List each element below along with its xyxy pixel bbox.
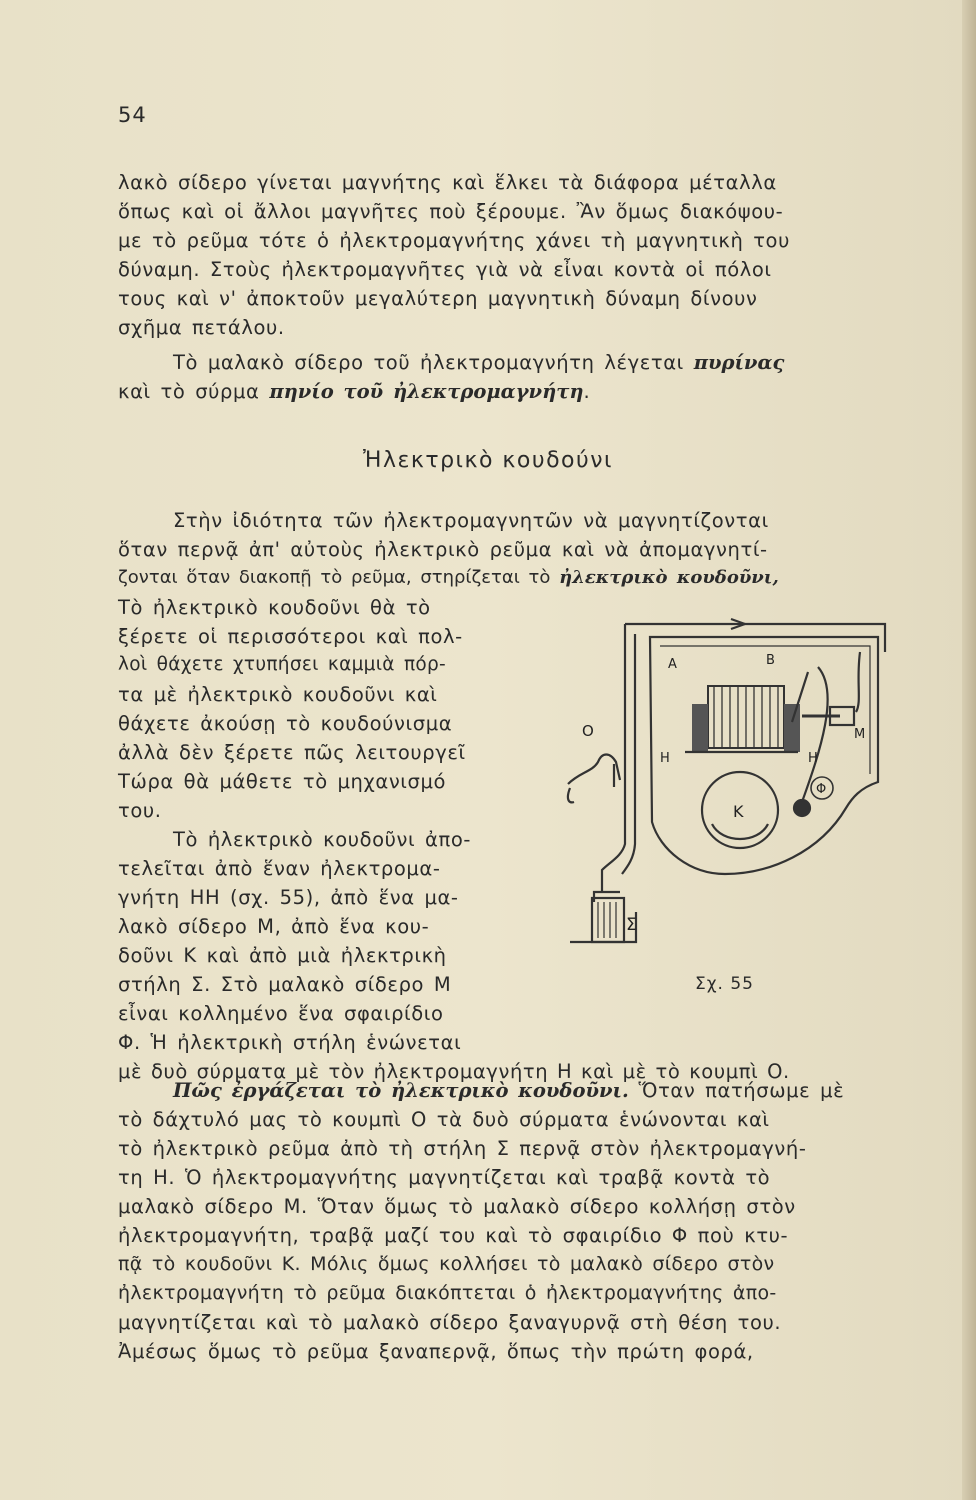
text: Τὸ μαλακὸ σίδερο τοῦ ἠλεκτρομαγνήτη λέγεται xyxy=(173,351,684,374)
label-H-left: Η xyxy=(660,751,670,766)
text-line: Τώρα θὰ μάθετε τὸ μηχανισμό xyxy=(118,770,447,793)
coil-windings xyxy=(714,686,778,748)
emphasis-term: πυρίνας xyxy=(693,351,785,374)
text-line: μὲ δυὸ σύρματα μὲ τὸν ἠλεκτρομαγνήτη Η καὶ μὲ τὸ κουμπὶ Ο. xyxy=(118,1060,790,1083)
text: . xyxy=(583,380,591,403)
text-line: σχῆμα πετάλου. xyxy=(118,316,285,339)
text-line: λακὸ σίδερο γίνεται μαγνήτης καὶ ἕλκει τὰ διάφορα μέταλλα xyxy=(118,171,777,194)
text: Ὅταν πατήσωμε μὲ xyxy=(638,1079,845,1102)
text-line: με τὸ ρεῦμα τότε ὁ ἠλεκτρομαγνήτης χάνει τὴ μαγνητικὴ του xyxy=(118,229,790,252)
text-line xyxy=(173,351,784,374)
text-line: τὸ δάχτυλό μας τὸ κουμπὶ Ο τὰ δυὸ σύρματα ἑνώνονται καὶ xyxy=(118,1108,770,1131)
text: καὶ τὸ σύρμα xyxy=(118,380,260,403)
text-line: δοῦνι Κ καὶ ἀπὸ μιὰ ἠλεκτρικὴ xyxy=(118,944,447,967)
text-line: εἶναι κολλημένο ἕνα σφαιρίδιο xyxy=(118,1002,444,1025)
text-line: μαλακὸ σίδερο Μ. Ὅταν ὅμως τὸ μαλακὸ σίδερο κολλήσῃ στὸν xyxy=(118,1195,796,1218)
label-A: Α xyxy=(668,657,677,672)
text-line xyxy=(118,380,590,403)
ball-F xyxy=(794,800,810,816)
text-line: τὸ ἠλεκτρικὸ ρεῦμα ἀπὸ τὴ στήλη Σ περνᾷ στὸν ἠλεκτρομαγνή- xyxy=(118,1137,807,1160)
text-line: ἠλεκτρομαγνήτη τὸ ρεῦμα διακόπτεται ὁ ἠλεκτρομαγνήτης ἀπο- xyxy=(118,1282,777,1304)
text-line: μαγνητίζεται καὶ τὸ μαλακὸ σίδερο ξαναγυρνᾷ στὴ θέση του. xyxy=(118,1311,782,1334)
emphasis-term: ἠλεκτρικὸ κουδοῦνι, xyxy=(559,567,779,588)
text-line xyxy=(173,1079,844,1102)
inner-frame xyxy=(660,646,870,774)
electric-bell-diagram xyxy=(540,612,890,952)
text-line: Φ. Ἡ ἠλεκτρικὴ στήλη ἑνώνεται xyxy=(118,1031,462,1054)
label-F: Φ xyxy=(816,782,827,797)
text-line: τους καὶ ν' ἀποκτοῦν μεγαλύτερη μαγνητικὴ δύναμη δίνουν xyxy=(118,287,758,310)
text-line: ἠλεκτρομαγνήτη, τραβᾷ μαζί του καὶ τὸ σφαιρίδιο Φ ποὺ κτυ- xyxy=(118,1224,789,1247)
bell-shading xyxy=(712,824,768,839)
text-line: ἀλλὰ δὲν ξέρετε πῶς λειτουργεῖ xyxy=(118,741,466,764)
spring xyxy=(856,652,860,712)
text-line: λακὸ σίδερο Μ, ἀπὸ ἕνα κου- xyxy=(118,915,430,938)
hand xyxy=(568,755,620,803)
text-line: πᾷ τὸ κουδοῦνι Κ. Μόλις ὅμως κολλήσει τὸ μαλακὸ σίδερο στὸν xyxy=(118,1253,775,1275)
run-in-heading: Πῶς ἐργάζεται τὸ ἠλεκτρικὸ κουδοῦνι. xyxy=(173,1079,629,1102)
text-line: θάχετε ἀκούσῃ τὸ κουδούνισμα xyxy=(118,712,453,735)
text-line: ὅπως καὶ οἱ ἄλλοι μαγνῆτες ποὺ ξέρουμε. Ἂν ὅμως διακόψου- xyxy=(118,200,784,223)
section-title: Ἠλεκτρικὸ κουδούνι xyxy=(363,448,613,473)
page-edge xyxy=(962,0,976,1500)
label-B: Β xyxy=(766,653,775,668)
text-line: στήλη Σ. Στὸ μαλακὸ σίδερο Μ xyxy=(118,973,452,996)
text-line: τελεῖται ἀπὸ ἕναν ἠλεκτρομα- xyxy=(118,857,441,880)
text: ζονται ὅταν διακοπῇ τὸ ρεῦμα, στηρίζεται τὸ xyxy=(118,567,551,588)
battery-lines xyxy=(598,902,616,938)
core-left xyxy=(692,704,708,752)
battery-cell xyxy=(592,898,624,942)
label-M: Μ xyxy=(854,727,866,742)
text-line: ὅταν περνᾷ ἀπ' αὐτοὺς ἠλεκτρικὸ ρεῦμα καὶ νὰ ἀπομαγνητί- xyxy=(118,538,768,561)
text-line: Τὸ ἠλεκτρικὸ κουδοῦνι ἀπο- xyxy=(173,828,472,851)
text-line: τα μὲ ἠλεκτρικὸ κουδοῦνι καὶ xyxy=(118,683,438,706)
text-line: δύναμη. Στοὺς ἠλεκτρομαγνῆτες γιὰ νὰ εἶναι κοντὰ οἱ πόλοι xyxy=(118,258,772,281)
page-number: 54 xyxy=(118,103,147,127)
label-O: Ο xyxy=(582,722,594,740)
text-line: Τὸ ἠλεκτρικὸ κουδοῦνι θὰ τὸ xyxy=(118,596,431,619)
text-line: Στὴν ἰδιότητα τῶν ἠλεκτρομαγνητῶν νὰ μαγνητίζονται xyxy=(173,509,769,532)
text-line: γνήτη ΗΗ (σχ. 55), ἀπὸ ἕνα μα- xyxy=(118,886,459,909)
emphasis-term: πηνίο τοῦ ἠλεκτρομαγνήτη xyxy=(269,380,584,403)
text-line: Ἀμέσως ὅμως τὸ ρεῦμα ξαναπερνᾷ, ὅπως τὴν πρώτη φορά, xyxy=(118,1340,754,1363)
text-line xyxy=(118,567,779,588)
text-line: λοὶ θάχετε χτυπήσει καμμιὰ πόρ- xyxy=(118,654,447,675)
label-K: Κ xyxy=(733,802,744,821)
text-line: του. xyxy=(118,799,162,822)
core-right xyxy=(784,704,800,752)
label-H-right: Η xyxy=(808,751,818,766)
label-S: Σ xyxy=(626,915,637,935)
text-line: ξέρετε οἱ περισσότεροι καὶ πολ- xyxy=(118,625,463,648)
text-line: τη Η. Ὁ ἠλεκτρομαγνήτης μαγνητίζεται καὶ τραβᾷ κοντὰ τὸ xyxy=(118,1166,771,1189)
figure-caption: Σχ. 55 xyxy=(695,974,755,994)
